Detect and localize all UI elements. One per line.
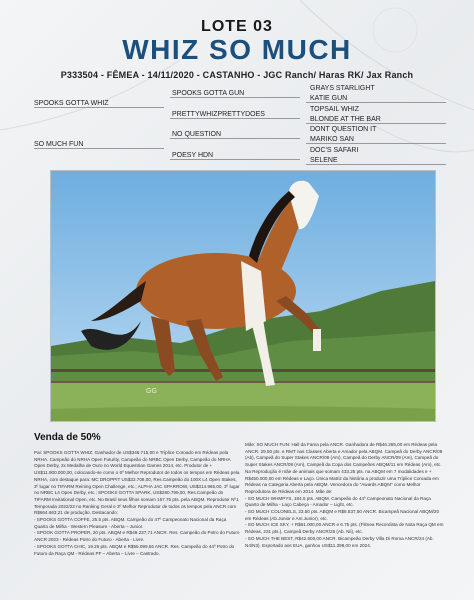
horse-name: WHIZ SO MUCH bbox=[122, 34, 352, 65]
horse-photo bbox=[50, 170, 436, 422]
dam-sire-name: NO QUESTION bbox=[172, 131, 222, 138]
ggp-name: DONT QUESTION IT bbox=[310, 126, 377, 133]
svg-text:GG: GG bbox=[146, 388, 157, 395]
ggp-name: SELENE bbox=[310, 157, 338, 164]
ggp-name: GRAYS STARLIGHT bbox=[310, 85, 375, 92]
sale-percentage: Venda de 50% bbox=[34, 432, 101, 443]
dam-details bbox=[245, 442, 445, 549]
horse-info: P333504 - FÊMEA - 14/11/2020 - CASTANHO - JGC Ranch/ Haras RK/ Jax Ranch bbox=[60, 70, 414, 80]
offspring-entry: - SPOOKS GOTTA CHIC, 19.25 pts. ABQM e R$55.099,56 ANCR. Res. Campeão do 44º Potro do Futuro da Raça QM - Rédeas PF – Aberta – Livre – Castrado. bbox=[34, 543, 235, 556]
offspring-entry: - SO MUCH THE BEST, R$42.600,00 ANCR. Bicampeão Derby Villa Di Roma ANCR/24 (Ab. N4/N3). Exportado aos EUA, ganhou US$11.398,00 em 2024. bbox=[245, 535, 434, 548]
offspring-entry: - SPOOK GOTTA PROPER, 20 pts. ABQM e R$49.237,71 ANCR. Res. Campeão do Potro do Futuro ANCR 2023 - Rédeas Potro do Futuro - Aberta - Livre. bbox=[34, 530, 240, 543]
sire-details bbox=[34, 450, 240, 557]
sire-description: Pai: SPOOKS GOTTA WHIZ: Ganhador de US$346.715,00 e Tríplice Coroado em Rédeas pela NRHA. Campeão do NRHA Open Futurity, Campeão do NRBC Open Derby, Campeão do NRHA Open Derby, 2x Medalha de Ouro no World Equestrian Games 2014, etc. Produtor de + US$11.900.000,00, colocando-se como o 6º Melhor Reprodutor de todos os tempos em Rédeas pela NRHA, com destaque para: MC DROPPIT US$32.708,00, Res.Campeão do 100X L4 Open Stakes, 3º lugar no TIFARM Reining Open Challenge, etc.; ALPHA JAC SPARROW, US$314.965,00, 3º lugar no NRBC L4 Open Derby, etc.; SPOOKS GOTTA SPARK, US$280.799,00, Res.Campeão do TIFARM Invitational Open, etc. No Brasil seus filhos somam 157.75 pts. pela ABQM. Reprodutor Nº1 Temporada 2022/23 no Ranking Geral e 3º Melhor Reprodutor de todos os tempos pela ANCR com R$664.663,21 de produção. Destacando: bbox=[34, 450, 240, 516]
lot-number: LOTE 03 bbox=[201, 18, 273, 35]
ggp-name: BLONDE AT THE BAR bbox=[310, 116, 381, 123]
ggp-name: MARIKO SAN bbox=[310, 136, 354, 143]
offspring-entry: - SO MUCH WHMPYS, 184.5 pts. ABQM. Campeão do 44º Campeonato Nacional da Raça Quarto de Milha - Laço Cabeça - Amador – Light, etc. bbox=[245, 495, 431, 508]
offspring-entry: - SO MUCH ICE SKY, + R$61.000,00 ANCR e 6.75 pts. (Filmea Recordista de Nota Raça QM em Rédeas, 231 pts.), Campeã Derby ANCR/25 (Ab. Nii), etc. bbox=[245, 522, 444, 535]
ggp-name: TOPSAIL WHIZ bbox=[310, 106, 360, 113]
ggp-name: DOC'S SAFARI bbox=[310, 147, 359, 154]
sire-name: SPOOKS GOTTA WHIZ bbox=[34, 100, 109, 107]
dam-description: Mãe: SO MUCH FUN: Hall da Fama pela ANCR. Ganhadora de R$46.265,00 em Rédeas pela ANCR. 29.50 pts. e RMT nas Classes Aberta e Amador pela ABQM. Campeã do Derby ANCR/09 (Ab), Campeã do Super Stakes ANCR/08 (Am), Campeã do Derby ANCR/09 (Am), Campeã do Super Stakes ANCR/08 (Am), Campeã da Copa dos Campeões ABQM/11 em Rédeas (Am), etc. Na Reprodução é mãe de animais que somam 433.25 pts. na ABQM em 7 modalidades e + R$450.000,00 em Rédeas e Laço. Única Matriz da história a produzir uma Tríplice Coroada em Rédeas na Categoria Aberta pela ABQM. Vencedora do "Awards ABQM" como Melhor Reprodutora de Rédeas em 2014. Mãe de: bbox=[245, 442, 443, 494]
sire-sire-name: SPOOKS GOTTA GUN bbox=[172, 90, 245, 97]
ggp-name: KATIE GUN bbox=[310, 95, 348, 102]
offspring-entry: - SO MUCH COLONELS, 23.50 pts. ABQM e R$8.837,50 ANCR. Bicampeã Nacional ABQM/20 em Rédeas (Ab.Junior e Am.Junior), etc. bbox=[245, 509, 440, 521]
sire-dam-name: PRETTYWHIZPRETTYDOES bbox=[172, 111, 265, 118]
offspring-entry: - SPOOKS GOTTA COFFE, 25.5 pts. ABQM. Campeão do 47º Campeonato Nacional da Raça Quarto de Milha - Western Pleasure - Aberta – Junior. bbox=[34, 517, 227, 529]
dam-dam-name: POESY HDN bbox=[172, 152, 214, 159]
pedigree-chart bbox=[34, 86, 446, 168]
dam-name: SO MUCH FUN bbox=[34, 141, 84, 148]
